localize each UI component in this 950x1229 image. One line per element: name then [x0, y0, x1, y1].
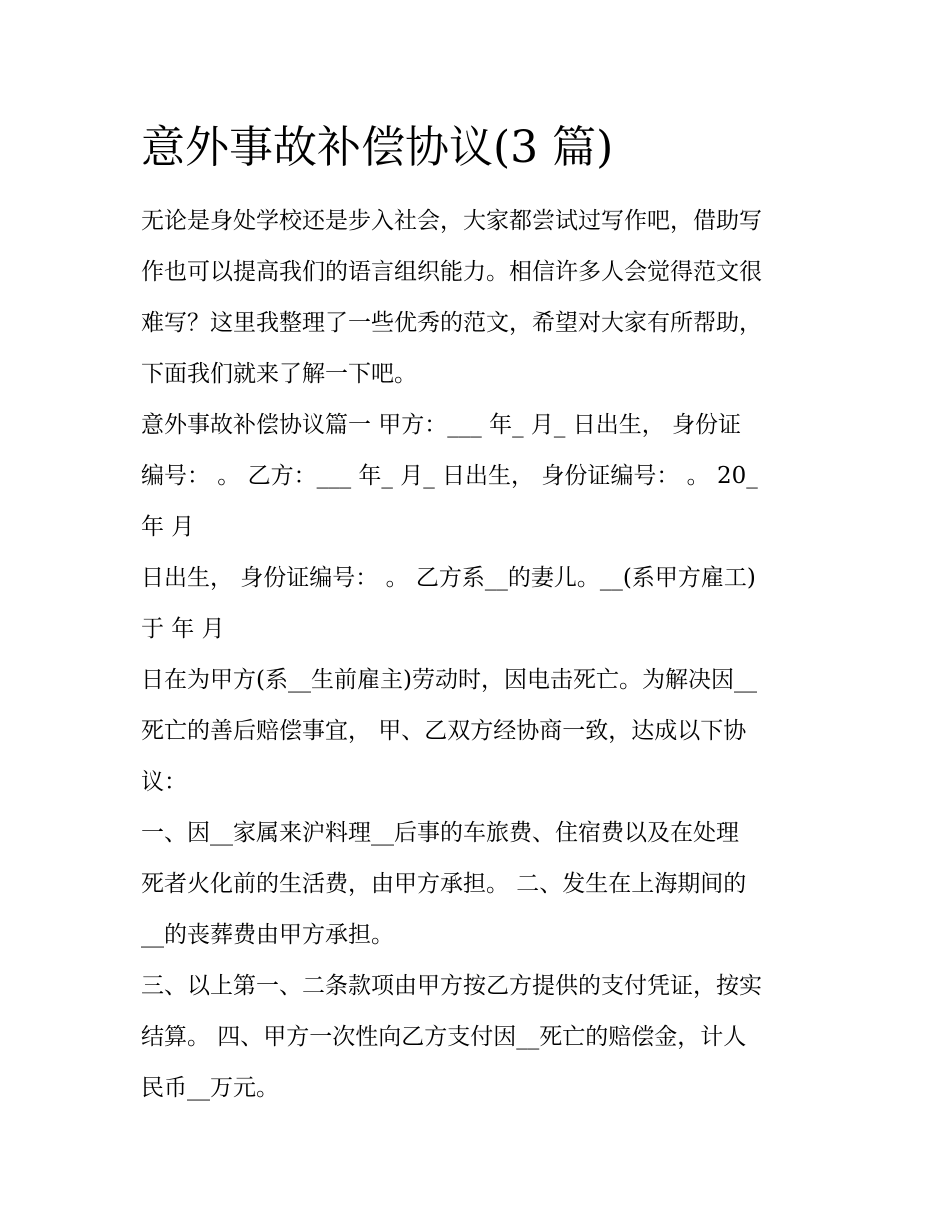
text-line: 编号： 。 乙方：___ 年_ 月_ 日出生， 身份证编号： 。 20_ — [141, 463, 758, 489]
text-line: 无论是身处学校还是步入社会，大家都尝试过写作吧，借助写 — [141, 208, 762, 234]
text-line: 于 年 月 — [141, 616, 225, 642]
document-title: 意外事故补偿协议(3 篇) — [141, 122, 614, 173]
text-line: 日在为甲方(系__生前雇主)劳动时，因电击死亡。为解决因__ — [141, 667, 757, 693]
text-line: 议： — [141, 769, 187, 795]
text-line: 意外事故补偿协议篇一 甲方：___ 年_ 月_ 日出生， 身份证 — [141, 412, 742, 438]
text-line: 日出生， 身份证编号： 。 乙方系__的妻儿。__(系甲方雇工) — [141, 565, 756, 591]
text-line: 作也可以提高我们的语言组织能力。相信许多人会觉得范文很 — [141, 259, 762, 285]
text-line: 下面我们就来了解一下吧。 — [141, 361, 417, 387]
text-line: 死者火化前的生活费，由甲方承担。 二、发生在上海期间的 — [141, 871, 747, 897]
text-line: 难写？这里我整理了一些优秀的范文，希望对大家有所帮助， — [141, 310, 762, 336]
text-line: 年 月 — [141, 514, 195, 540]
text-line: 民币__万元。 — [141, 1075, 279, 1101]
document-body — [141, 196, 821, 1114]
text-line: 结算。 四、甲方一次性向乙方支付因__死亡的赔偿金，计人 — [141, 1024, 747, 1050]
text-line: 三、以上第一、二条款项由甲方按乙方提供的支付凭证，按实 — [141, 973, 762, 999]
text-line: 一、因__家属来沪料理__后事的车旅费、住宿费以及在处理 — [141, 820, 739, 846]
text-line: __的丧葬费由甲方承担。 — [141, 922, 394, 948]
text-line: 死亡的善后赔偿事宜， 甲、乙双方经协商一致，达成以下协 — [141, 718, 747, 744]
